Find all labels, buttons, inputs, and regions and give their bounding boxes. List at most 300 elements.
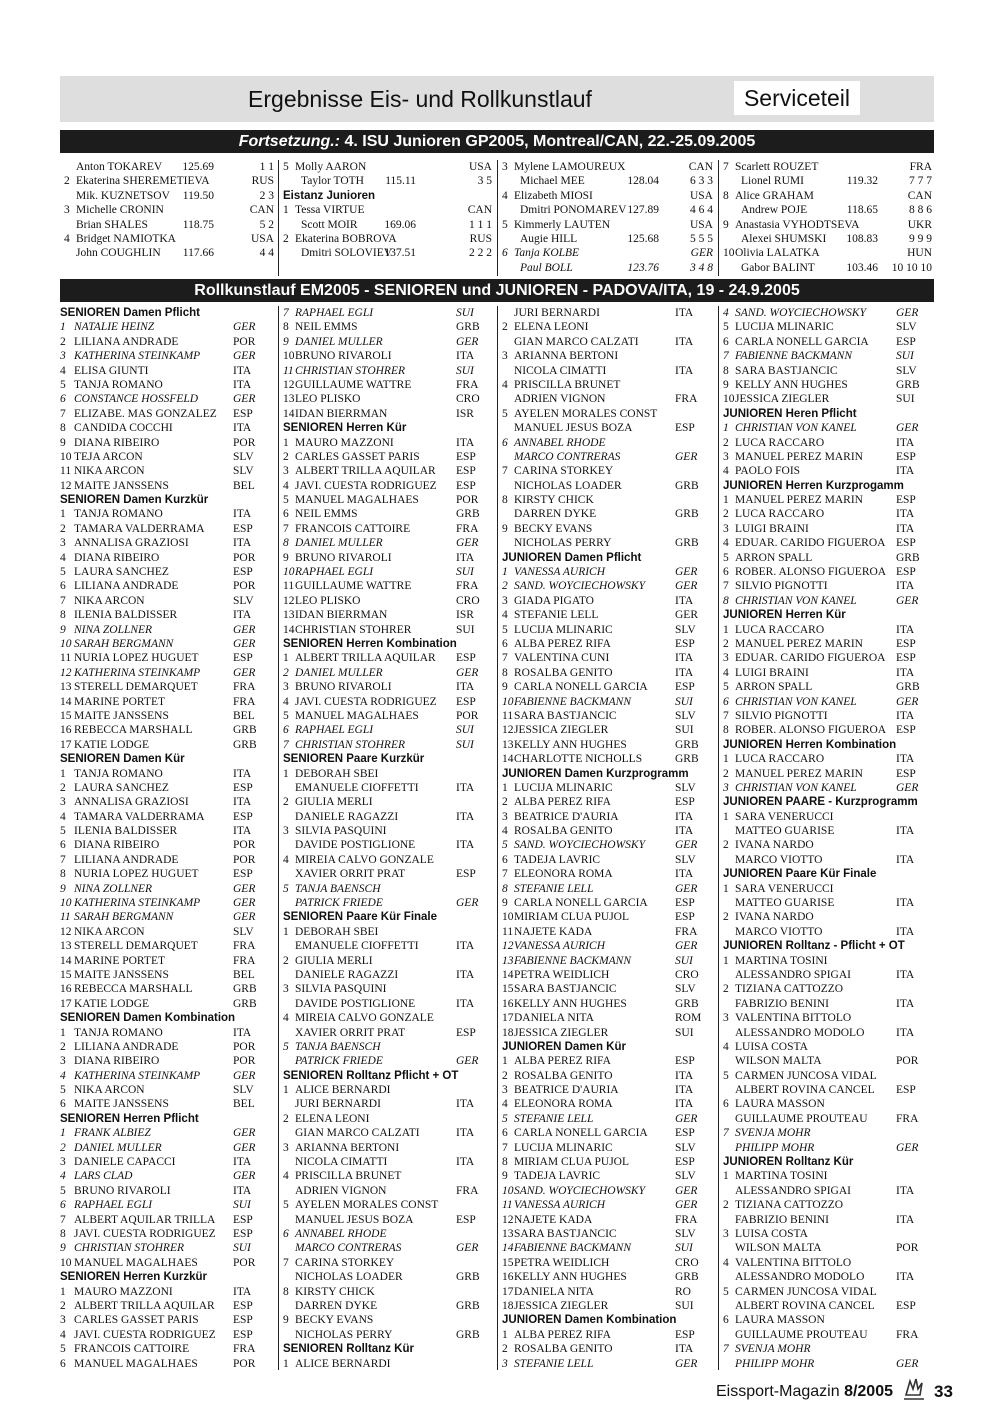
rank: 8 [283, 1285, 289, 1298]
rank: 17 [502, 1012, 514, 1025]
athlete-name: ALBERT ROVINA CANCEL [735, 1299, 875, 1312]
rank: 12 [502, 940, 514, 953]
result-row [719, 1169, 934, 1183]
result-row [60, 160, 276, 174]
rank: 14 [283, 407, 295, 420]
country: SUI [675, 1242, 693, 1255]
athlete-name: ELEONORA ROMA [514, 1098, 613, 1111]
country: GRB [675, 479, 699, 492]
athlete-name: TIZIANA CATTOZZO [735, 1199, 844, 1212]
result-row [60, 1285, 276, 1299]
page-header [60, 76, 934, 122]
athlete-name: NIKA ARCON [74, 925, 145, 938]
result-row [60, 767, 276, 781]
result-row [719, 695, 934, 709]
athlete-name: REBECCA MARSHALL [74, 983, 193, 996]
country: FRA [896, 1112, 919, 1125]
country: ITA [896, 1271, 915, 1284]
magazine-name [716, 1381, 893, 1403]
athlete-name: MIRIAM CLUA PUJOL [514, 1156, 630, 1169]
rank: 2 [64, 175, 70, 188]
rank: 1 [60, 767, 66, 780]
athlete-name: MARCO VIOTTO [735, 853, 823, 866]
athlete-name: SARAH BERGMANN [74, 637, 174, 650]
country: ESP [896, 652, 916, 665]
placements: UKR [907, 218, 932, 231]
athlete-name: PATRICK FRIEDE [295, 1055, 383, 1068]
country: GER [896, 1141, 919, 1154]
page-footer [700, 1381, 960, 1403]
athlete-name: CARLA NONELL GARCIA [514, 897, 648, 910]
result-row [719, 507, 934, 521]
category-heading: SENIOREN Rolltanz Pflicht + OT [283, 1069, 459, 1082]
result-row [279, 695, 494, 709]
result-row [60, 507, 276, 521]
country: ESP [233, 1328, 253, 1341]
athlete-name: MARINE PORTET [74, 695, 165, 708]
rank: 2 [723, 436, 729, 449]
results-column [718, 160, 934, 276]
result-row [279, 1054, 494, 1068]
country: ESP [233, 1213, 253, 1226]
rank: 8 [723, 189, 729, 202]
result-row [498, 1299, 715, 1313]
athlete-name: RAPHAEL EGLI [74, 1199, 153, 1212]
country: GER [675, 450, 698, 463]
rank: 9 [60, 436, 66, 449]
country: ESP [233, 781, 253, 794]
country: SLV [675, 1228, 696, 1240]
country: GRB [456, 1328, 480, 1341]
rank: 3 [502, 1084, 508, 1097]
placements: 3 4 8 [690, 261, 713, 274]
country: POR [233, 580, 256, 593]
athlete-name: FABRIZIO BENINI [735, 997, 830, 1010]
category-heading: SENIOREN Rolltanz Kür [283, 1343, 414, 1356]
country: ITA [675, 1069, 694, 1082]
country: FRA [233, 695, 256, 708]
rank: 4 [60, 1328, 66, 1341]
rank: 9 [502, 681, 508, 694]
result-row [719, 1054, 934, 1068]
country: ITA [456, 940, 475, 953]
page-number: 33 [934, 1382, 953, 1401]
athlete-name: JAVI. CUESTA RODRIGUEZ [74, 1228, 216, 1240]
result-row [719, 378, 934, 392]
result-row [498, 1155, 715, 1169]
athlete-name: ANNALISA GRAZIOSI [74, 537, 189, 550]
country: GRB [675, 508, 699, 521]
country: SUI [456, 724, 474, 737]
result-row [498, 1357, 715, 1371]
result-row [279, 232, 494, 246]
score: 117.66 [182, 247, 214, 260]
athlete-name: PRISCILLA BRUNET [295, 1170, 402, 1183]
athlete-name: TEJA ARCON [74, 450, 143, 463]
athlete-name: IDAN BIERRMAN [295, 609, 388, 622]
rank: 7 [60, 407, 66, 420]
result-row [279, 1083, 494, 1097]
athlete-name: CHRISTIAN STOHRER [295, 623, 412, 636]
result-row [279, 666, 494, 680]
country: SUI [456, 364, 474, 377]
country: ESP [233, 1228, 253, 1240]
result-row [279, 436, 494, 450]
rank: 2 [502, 321, 508, 334]
athlete-name: ROSALBA GENITO [514, 666, 613, 679]
result-row [60, 968, 276, 982]
country: ITA [896, 465, 915, 478]
country: GRB [233, 738, 257, 751]
result-row [279, 522, 494, 536]
result-row [498, 1213, 715, 1227]
rank: 14 [502, 968, 514, 981]
athlete-name: CHRISTIAN STOHRER [295, 738, 405, 751]
athlete-name: FABRIZIO BENINI [735, 1213, 830, 1226]
score: 118.75 [182, 218, 214, 231]
athlete-name: Brian SHALES [76, 218, 148, 231]
result-row [498, 925, 715, 939]
category-heading: JUNIOREN Rolltanz - Pflicht + OT [723, 940, 905, 953]
athlete-name: CHRISTIAN VON KANEL [735, 594, 857, 607]
rank: 2 [60, 1299, 66, 1312]
result-row [719, 982, 934, 996]
result-row [719, 824, 934, 838]
result-row [498, 723, 715, 737]
athlete-name: GUILLAUME PROUTEAU [735, 1328, 868, 1341]
country: GRB [233, 724, 257, 737]
rank: 15 [60, 968, 72, 981]
result-row [719, 651, 934, 665]
country: CRO [675, 1256, 699, 1269]
rank: 1 [502, 1328, 508, 1341]
athlete-name: CHRISTIAN VON KANEL [735, 695, 857, 708]
category-heading: SENIOREN Paare Kür Finale [283, 911, 438, 924]
athlete-name: ELIZABE. MAS GONZALEZ [74, 407, 217, 420]
rank: 1 [723, 422, 729, 435]
result-row [279, 364, 494, 378]
result-row [498, 853, 715, 867]
rank: 12 [60, 666, 72, 679]
result-row [60, 479, 276, 493]
rank: 10 [60, 1256, 72, 1269]
country: POR [233, 1040, 256, 1053]
country: ESP [233, 566, 253, 579]
rank: 7 [723, 350, 729, 363]
country: ITA [233, 796, 252, 809]
athlete-name: FABIENNE BACKMANN [735, 350, 853, 363]
result-row [719, 810, 934, 824]
result-row [498, 896, 715, 910]
result-row [60, 1342, 276, 1356]
rank: 1 [60, 1026, 66, 1039]
athlete-name: SVENJA MOHR [735, 1127, 811, 1140]
athlete-name: CONSTANCE HOSSFELD [74, 393, 199, 406]
athlete-name: LILIANA ANDRADE [74, 1040, 179, 1053]
result-row [60, 1328, 276, 1342]
score: 128.04 [627, 175, 659, 188]
result-row [279, 810, 494, 824]
rank: 4 [60, 1069, 66, 1082]
rank: 14 [60, 954, 72, 967]
result-row [719, 1227, 934, 1241]
rank: 3 [723, 1012, 729, 1025]
category-heading: JUNIOREN Damen Kombination [502, 1314, 677, 1327]
athlete-name: DANIEL MULLER [295, 666, 383, 679]
result-row [719, 1198, 934, 1212]
athlete-name: CARLES GASSET PARIS [74, 1314, 199, 1327]
result-row [279, 407, 494, 421]
athlete-name: IVANA NARDO [735, 911, 814, 924]
rank: 5 [502, 1112, 508, 1125]
rank: 7 [283, 522, 289, 535]
athlete-name: LEO PLISKO [295, 393, 361, 406]
rank: 4 [723, 465, 729, 478]
result-row [719, 623, 934, 637]
page-title: Ergebnisse Eis- und Rollkunstlauf [248, 86, 592, 112]
rank: 5 [60, 378, 66, 391]
rank: 2 [60, 781, 66, 794]
country: ITA [896, 968, 915, 981]
result-row [279, 767, 494, 781]
result-row [719, 306, 934, 320]
athlete-name: Michael MEE [520, 175, 585, 188]
country: GRB [675, 738, 699, 751]
country: BEL [233, 709, 255, 722]
athlete-name: PETRA WEIDLICH [514, 1256, 610, 1269]
athlete-name: MARTINA TOSINI [735, 954, 828, 967]
athlete-name: STEFANIE LELL [514, 609, 599, 622]
athlete-name: MARCO CONTRERAS [295, 1242, 402, 1255]
rank: 6 [60, 1199, 66, 1212]
athlete-name: EDUAR. CARIDO FIGUEROA [735, 537, 886, 550]
rank: 5 [60, 566, 66, 579]
country: GER [675, 1357, 698, 1370]
athlete-name: Paul BOLL [520, 261, 573, 274]
athlete-name: Dmitri SOLOVIEV [301, 247, 393, 260]
result-row [498, 882, 715, 896]
rank: 1 [283, 767, 289, 780]
country: SLV [675, 853, 696, 866]
result-row [498, 1285, 715, 1299]
rank: 9 [60, 882, 66, 895]
athlete-name: DIANA RIBEIRO [74, 839, 160, 852]
result-row [498, 436, 715, 450]
country: FRA [233, 1343, 256, 1356]
athlete-name: PRISCILLA BRUNET [514, 378, 621, 391]
result-row [279, 320, 494, 334]
athlete-name: TANJA BAENSCH [295, 882, 381, 895]
rank: 1 [723, 954, 729, 967]
result-row [719, 637, 934, 651]
athlete-name: NAJETE KADA [514, 1213, 593, 1226]
athlete-name: MIREIA CALVO GONZALE [295, 853, 434, 866]
result-row [279, 507, 494, 521]
athlete-name: IDAN BIERRMAN [295, 407, 388, 420]
result-row [719, 160, 934, 174]
country: ESP [456, 465, 476, 478]
country: ITA [675, 1084, 694, 1097]
country: ITA [233, 825, 252, 838]
country: ITA [896, 997, 915, 1010]
rank: 11 [60, 465, 72, 478]
result-row [60, 579, 276, 593]
athlete-name: AYELEN MORALES CONST [514, 407, 658, 420]
country: ITA [896, 436, 915, 449]
athlete-name: John COUGHLIN [76, 247, 161, 260]
country: ITA [896, 508, 915, 521]
score: 137.51 [384, 247, 416, 260]
result-row [60, 232, 276, 246]
result-row [60, 623, 276, 637]
country: GER [456, 335, 479, 348]
athlete-name: ALESSANDRO MODOLO [735, 1026, 865, 1039]
rank: 8 [60, 868, 66, 881]
result-row [279, 1285, 494, 1299]
result-row [498, 1270, 715, 1284]
country: SUI [233, 1199, 251, 1212]
rank: 3 [723, 781, 729, 794]
result-row [60, 838, 276, 852]
country: GER [896, 695, 919, 708]
country: SUI [456, 623, 475, 636]
athlete-name: NICHOLAS PERRY [514, 537, 612, 550]
athlete-name: GIULIA MERLI [295, 954, 373, 967]
athlete-name: GUILLAUME PROUTEAU [735, 1112, 868, 1125]
athlete-name: SARA BASTJANCIC [514, 709, 617, 722]
result-row [498, 781, 715, 795]
country: ITA [675, 1098, 694, 1111]
result-row [279, 1011, 494, 1025]
result-row [719, 320, 934, 334]
athlete-name: KATHERINA STEINKAMP [74, 350, 201, 363]
result-row [498, 320, 715, 334]
athlete-name: LAURA SANCHEZ [74, 781, 169, 794]
result-row [719, 1299, 934, 1313]
country: ITA [233, 508, 252, 521]
country: GRB [675, 1271, 699, 1284]
country: SLV [233, 1084, 254, 1097]
result-row [719, 261, 934, 275]
country: POR [233, 1055, 256, 1068]
country: ESP [675, 1055, 695, 1068]
country: ESP [233, 1314, 253, 1327]
result-row [279, 1241, 494, 1255]
result-row [60, 608, 276, 622]
athlete-name: SVENJA MOHR [735, 1343, 811, 1356]
country: ITA [456, 781, 475, 794]
rank: 3 [502, 1357, 508, 1370]
result-row [498, 1241, 715, 1255]
country: GER [456, 1055, 479, 1068]
result-row [719, 579, 934, 593]
placements: USA [468, 161, 492, 173]
result-row [719, 364, 934, 378]
country: GRB [675, 537, 699, 550]
result-row [719, 767, 934, 781]
rank: 3 [283, 465, 289, 478]
athlete-name: DAVIDE POSTIGLIONE [295, 997, 416, 1010]
result-row [719, 421, 934, 435]
athlete-name: ALBA PEREZ RIFA [514, 796, 611, 809]
rank: 16 [60, 983, 72, 996]
athlete-name: JAVI. CUESTA RODRIGUEZ [74, 1328, 216, 1341]
athlete-name: LUCIJA MLINARIC [514, 623, 613, 636]
athlete-name: BECKY EVANS [295, 1314, 374, 1327]
athlete-name: ALICE BERNARDI [295, 1357, 391, 1370]
athlete-name: KATHERINA STEINKAMP [74, 897, 201, 910]
athlete-name: XAVIER ORRIT PRAT [295, 868, 406, 881]
country: GER [675, 1184, 698, 1197]
placements: 10 10 10 [891, 261, 932, 274]
athlete-name: TANJA ROMANO [74, 378, 163, 391]
country: ITA [896, 522, 915, 535]
result-row [719, 882, 934, 896]
rank: 2 [502, 580, 508, 593]
rank: 3 [723, 1228, 729, 1240]
rank: 15 [502, 983, 514, 996]
rank: 2 [283, 796, 289, 809]
rank: 4 [723, 537, 729, 550]
country: POR [233, 1357, 256, 1370]
placements: 9 9 9 [909, 232, 932, 245]
country: GER [675, 940, 698, 953]
rank: 14 [502, 1242, 514, 1255]
result-row [60, 594, 276, 608]
rank: 9 [283, 335, 289, 348]
athlete-name: IVANA NARDO [735, 839, 814, 852]
athlete-name: BRUNO RIVAROLI [295, 350, 392, 363]
rank: 1 [60, 508, 66, 521]
country: ESP [675, 911, 695, 924]
result-row [498, 637, 715, 651]
result-row [719, 189, 934, 203]
athlete-name: DANIELE RAGAZZI [295, 810, 399, 823]
athlete-name: MAURO MAZZONI [295, 436, 394, 449]
athlete-name: MAURO MAZZONI [74, 1285, 173, 1298]
result-row [60, 174, 276, 188]
athlete-name: DIANA RIBEIRO [74, 551, 160, 564]
athlete-name: GIAN MARCO CALZATI [295, 1127, 420, 1140]
result-row [60, 464, 276, 478]
athlete-name: CHRISTIAN VON KANEL [735, 781, 857, 794]
country: ITA [456, 436, 475, 449]
athlete-name: ROSALBA GENITO [514, 1069, 613, 1082]
athlete-name: LUCIJA MLINARIC [514, 1141, 613, 1154]
country: GER [456, 1242, 479, 1255]
result-row [498, 579, 715, 593]
rank: 5 [502, 839, 508, 852]
country: ITA [233, 364, 252, 377]
country: ITA [233, 1285, 252, 1298]
athlete-name: ELISA GIUNTI [74, 364, 149, 377]
athlete-name: NAJETE KADA [514, 925, 593, 938]
result-row [719, 1270, 934, 1284]
rank: 3 [283, 1141, 289, 1154]
athlete-name: TANJA ROMANO [74, 1026, 163, 1039]
athlete-name: STEFANIE LELL [514, 1357, 594, 1370]
result-row [498, 261, 715, 275]
country: SLV [675, 709, 696, 722]
athlete-name: ARRON SPALL [735, 681, 813, 694]
athlete-name: JAVI. CUESTA RODRIGUEZ [295, 695, 437, 708]
country: GER [675, 580, 698, 593]
result-row [719, 1328, 934, 1342]
athlete-name: DARREN DYKE [514, 508, 597, 521]
country: GER [896, 1357, 919, 1370]
result-row [498, 1227, 715, 1241]
rank: 4 [723, 1256, 729, 1269]
